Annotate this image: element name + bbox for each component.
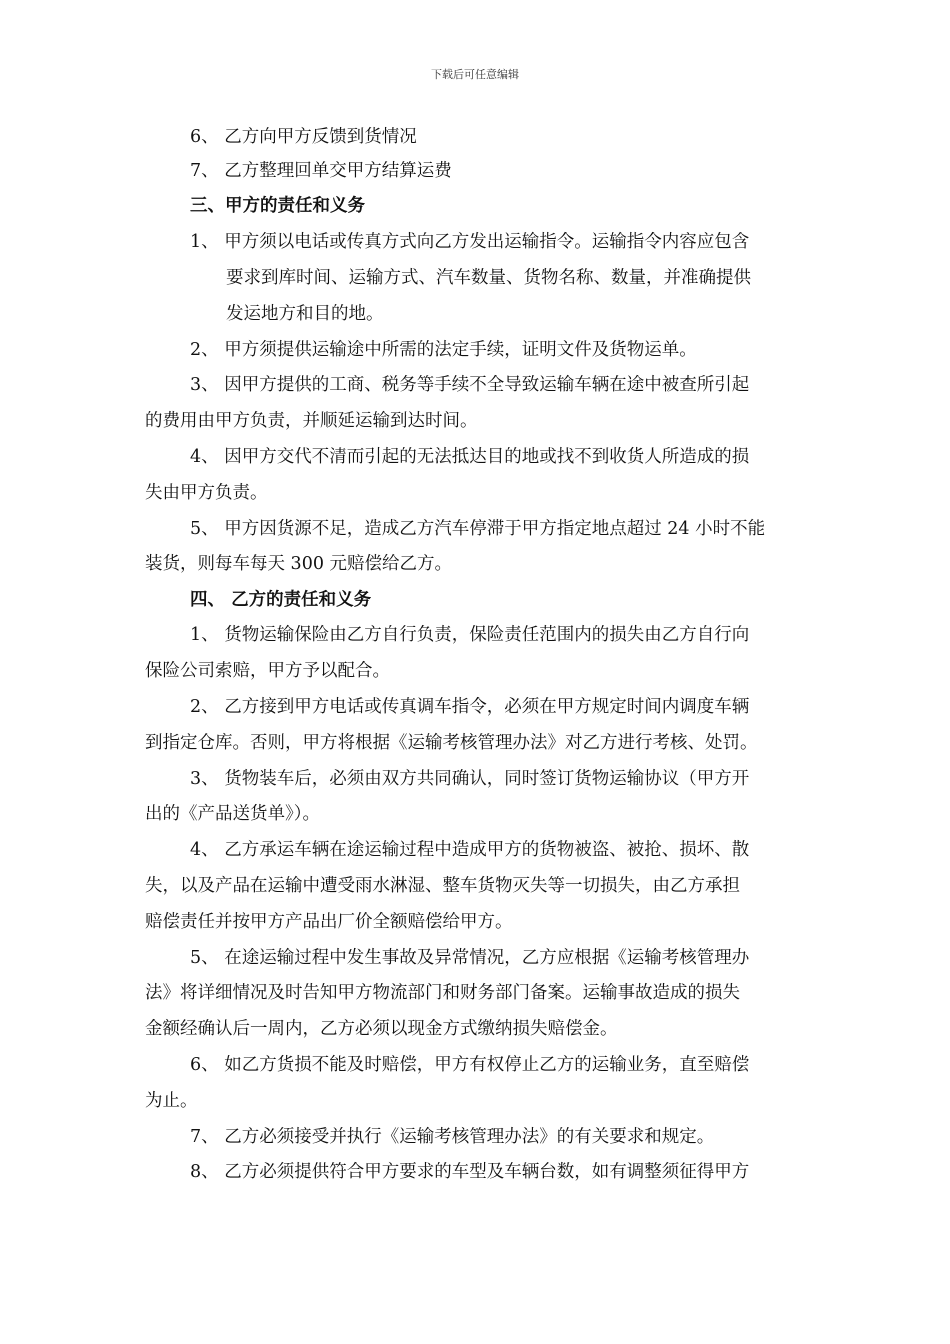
text-line: 失由甲方负责。	[145, 483, 268, 503]
section-heading: 四、 乙方的责任和义务	[190, 590, 372, 610]
text-line: 3、 货物装车后，必须由双方共同确认，同时签订货物运输协议（甲方开	[190, 769, 750, 789]
text-line: 6、 乙方向甲方反馈到货情况	[190, 127, 417, 147]
section-heading: 三、甲方的责任和义务	[190, 196, 365, 216]
text-line: 7、 乙方整理回单交甲方结算运费	[190, 161, 452, 181]
text-line: 失，以及产品在运输中遭受雨水淋湿、整车货物灭失等一切损失，由乙方承担	[145, 876, 740, 896]
text-line: 6、 如乙方货损不能及时赔偿，甲方有权停止乙方的运输业务，直至赔偿	[190, 1055, 750, 1075]
text-line: 到指定仓库。否则，甲方将根据《运输考核管理办法》对乙方进行考核、处罚。	[145, 733, 758, 753]
text-line: 5、 在途运输过程中发生事故及异常情况，乙方应根据《运输考核管理办	[190, 948, 750, 968]
text-line: 保险公司索赔，甲方予以配合。	[145, 661, 390, 681]
text-line: 为止。	[145, 1091, 198, 1111]
text-line: 7、 乙方必须接受并执行《运输考核管理办法》的有关要求和规定。	[190, 1127, 715, 1147]
text-line: 3、 因甲方提供的工商、税务等手续不全导致运输车辆在途中被查所引起	[190, 375, 750, 395]
text-line: 2、 甲方须提供运输途中所需的法定手续，证明文件及货物运单。	[190, 340, 697, 360]
text-line: 4、 因甲方交代不清而引起的无法抵达目的地或找不到收货人所造成的损	[190, 447, 750, 467]
text-line: 发运地方和目的地。	[226, 304, 384, 324]
text-line: 5、 甲方因货源不足，造成乙方汽车停滞于甲方指定地点超过 24 小时不能	[190, 519, 766, 539]
text-line: 要求到库时间、运输方式、汽车数量、货物名称、数量，并准确提供	[226, 268, 751, 288]
text-line: 出的《产品送货单》）。	[145, 804, 320, 824]
text-line: 的费用由甲方负责，并顺延运输到达时间。	[145, 411, 478, 431]
text-line: 2、 乙方接到甲方电话或传真调车指令，必须在甲方规定时间内调度车辆	[190, 697, 750, 717]
text-line: 1、 甲方须以电话或传真方式向乙方发出运输指令。运输指令内容应包含	[190, 232, 750, 252]
text-line: 4、 乙方承运车辆在途运输过程中造成甲方的货物被盗、被抢、损坏、散	[190, 840, 750, 860]
text-line: 1、 货物运输保险由乙方自行负责，保险责任范围内的损失由乙方自行向	[190, 625, 750, 645]
text-line: 赔偿责任并按甲方产品出厂价全额赔偿给甲方。	[145, 912, 513, 932]
text-line: 装货，则每车每天 300 元赔偿给乙方。	[145, 554, 453, 574]
text-line: 8、 乙方必须提供符合甲方要求的车型及车辆台数，如有调整须征得甲方	[190, 1162, 750, 1182]
text-line: 金额经确认后一周内，乙方必须以现金方式缴纳损失赔偿金。	[145, 1019, 618, 1039]
text-line: 法》将详细情况及时告知甲方物流部门和财务部门备案。运输事故造成的损失	[145, 983, 740, 1003]
page-header: 下载后可任意编辑	[431, 68, 519, 81]
